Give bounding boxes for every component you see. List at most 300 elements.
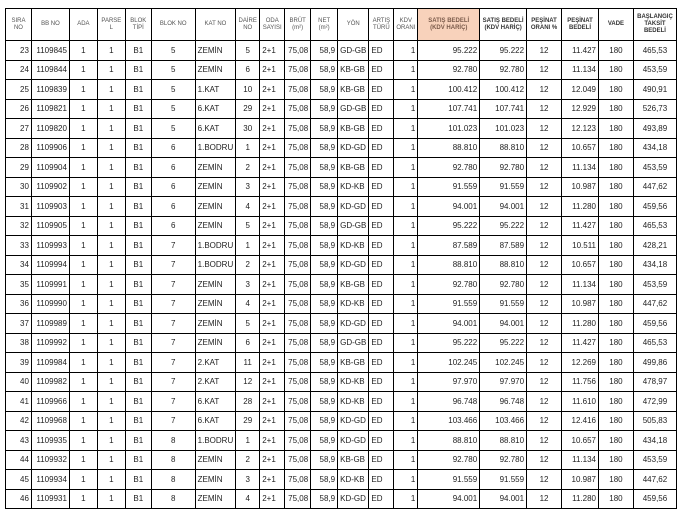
cell-kdv-orani: 1	[394, 236, 418, 256]
cell-blok-tipi: B1	[125, 216, 151, 236]
cell-brut: 75,08	[285, 450, 311, 470]
cell-satis-bedeli-2: 88.810	[480, 255, 527, 275]
cell-blok-tipi: B1	[125, 275, 151, 295]
cell-brut: 75,08	[285, 294, 311, 314]
cell-pesinat-bedeli: 10.657	[562, 138, 599, 158]
cell-pesinat-bedeli: 12.416	[562, 411, 599, 431]
cell-sira-no: 45	[6, 470, 32, 490]
cell-kdv-orani: 1	[394, 392, 418, 412]
cell-blok-no: 7	[151, 255, 195, 275]
cell-yon: GD-GB	[338, 216, 369, 236]
cell-satis-bedeli-1: 87.589	[418, 236, 480, 256]
cell-yon: GD-GB	[338, 99, 369, 119]
cell-baslangic-taksit: 453,59	[633, 60, 676, 80]
cell-parsel: 1	[97, 431, 125, 451]
cell-kat-no: 1.BODRU	[195, 255, 236, 275]
cell-sira-no: 25	[6, 80, 32, 100]
cell-net: 58,9	[311, 275, 338, 295]
cell-bb-no: 1109845	[31, 41, 69, 61]
cell-oda-sayisi: 2+1	[260, 119, 285, 139]
cell-sira-no: 26	[6, 99, 32, 119]
cell-oda-sayisi: 2+1	[260, 353, 285, 373]
cell-satis-bedeli-1: 88.810	[418, 255, 480, 275]
cell-pesinat-bedeli: 10.987	[562, 470, 599, 490]
cell-blok-tipi: B1	[125, 119, 151, 139]
cell-parsel: 1	[97, 294, 125, 314]
cell-pesinat-bedeli: 11.280	[562, 197, 599, 217]
cell-kat-no: 2.KAT	[195, 372, 236, 392]
cell-yon: KB-GB	[338, 60, 369, 80]
cell-blok-no: 8	[151, 450, 195, 470]
cell-parsel: 1	[97, 314, 125, 334]
cell-yon: KD-GD	[338, 489, 369, 509]
cell-bb-no: 1109991	[31, 275, 69, 295]
cell-ada: 1	[69, 216, 97, 236]
cell-sira-no: 41	[6, 392, 32, 412]
cell-bb-no: 1109934	[31, 470, 69, 490]
cell-artis-turu: ED	[369, 470, 394, 490]
cell-artis-turu: ED	[369, 353, 394, 373]
header-bb-no: BB NO	[31, 9, 69, 41]
cell-brut: 75,08	[285, 489, 311, 509]
cell-baslangic-taksit: 505,83	[633, 411, 676, 431]
cell-pesinat-orani: 12	[527, 99, 562, 119]
cell-brut: 75,08	[285, 216, 311, 236]
cell-brut: 75,08	[285, 138, 311, 158]
header-kat-no: KAT NO	[195, 9, 236, 41]
cell-kat-no: ZEMİN	[195, 197, 236, 217]
cell-oda-sayisi: 2+1	[260, 80, 285, 100]
cell-baslangic-taksit: 447,62	[633, 294, 676, 314]
cell-kdv-orani: 1	[394, 489, 418, 509]
cell-bb-no: 1109844	[31, 60, 69, 80]
header-satis-bedeli-2: SATIŞ BEDELİ (KDV HARİÇ)	[480, 9, 527, 41]
table-row	[6, 197, 677, 217]
cell-satis-bedeli-1: 92.780	[418, 158, 480, 178]
cell-baslangic-taksit: 526,73	[633, 99, 676, 119]
cell-artis-turu: ED	[369, 197, 394, 217]
cell-pesinat-bedeli: 10.657	[562, 255, 599, 275]
cell-artis-turu: ED	[369, 60, 394, 80]
table-row	[6, 138, 677, 158]
cell-sira-no: 46	[6, 489, 32, 509]
cell-net: 58,9	[311, 216, 338, 236]
cell-pesinat-orani: 12	[527, 177, 562, 197]
cell-pesinat-bedeli: 10.987	[562, 294, 599, 314]
cell-pesinat-orani: 12	[527, 353, 562, 373]
cell-blok-no: 7	[151, 411, 195, 431]
cell-satis-bedeli-2: 92.780	[480, 60, 527, 80]
cell-oda-sayisi: 2+1	[260, 431, 285, 451]
cell-bb-no: 1109984	[31, 353, 69, 373]
cell-blok-tipi: B1	[125, 314, 151, 334]
cell-pesinat-bedeli: 12.929	[562, 99, 599, 119]
cell-kat-no: 6.KAT	[195, 411, 236, 431]
cell-pesinat-orani: 12	[527, 255, 562, 275]
cell-blok-no: 6	[151, 216, 195, 236]
cell-blok-no: 8	[151, 431, 195, 451]
cell-satis-bedeli-2: 92.780	[480, 158, 527, 178]
cell-vade: 180	[599, 216, 634, 236]
cell-brut: 75,08	[285, 314, 311, 334]
cell-oda-sayisi: 2+1	[260, 333, 285, 353]
cell-pesinat-orani: 12	[527, 138, 562, 158]
cell-brut: 75,08	[285, 255, 311, 275]
cell-net: 58,9	[311, 158, 338, 178]
cell-vade: 180	[599, 411, 634, 431]
cell-net: 58,9	[311, 392, 338, 412]
cell-daire-no: 2	[236, 450, 260, 470]
cell-net: 58,9	[311, 411, 338, 431]
cell-oda-sayisi: 2+1	[260, 216, 285, 236]
cell-sira-no: 39	[6, 353, 32, 373]
cell-bb-no: 1109905	[31, 216, 69, 236]
cell-baslangic-taksit: 459,56	[633, 489, 676, 509]
cell-pesinat-orani: 12	[527, 294, 562, 314]
header-row	[6, 9, 677, 41]
cell-daire-no: 3	[236, 470, 260, 490]
cell-kat-no: ZEMİN	[195, 470, 236, 490]
cell-vade: 180	[599, 489, 634, 509]
cell-vade: 180	[599, 41, 634, 61]
cell-sira-no: 36	[6, 294, 32, 314]
cell-net: 58,9	[311, 431, 338, 451]
cell-daire-no: 6	[236, 60, 260, 80]
cell-vade: 180	[599, 392, 634, 412]
cell-brut: 75,08	[285, 60, 311, 80]
cell-ada: 1	[69, 41, 97, 61]
header-vade: VADE	[599, 9, 634, 41]
cell-satis-bedeli-2: 94.001	[480, 489, 527, 509]
header-blok-tipi: BLOK TİPİ	[125, 9, 151, 41]
cell-parsel: 1	[97, 60, 125, 80]
cell-blok-no: 8	[151, 489, 195, 509]
cell-daire-no: 11	[236, 353, 260, 373]
header-parsel: PARSE L	[97, 9, 125, 41]
table-row	[6, 333, 677, 353]
cell-satis-bedeli-2: 100.412	[480, 80, 527, 100]
cell-pesinat-bedeli: 11.280	[562, 314, 599, 334]
cell-baslangic-taksit: 499,86	[633, 353, 676, 373]
cell-satis-bedeli-1: 91.559	[418, 470, 480, 490]
cell-bb-no: 1109993	[31, 236, 69, 256]
cell-kdv-orani: 1	[394, 450, 418, 470]
cell-satis-bedeli-2: 92.780	[480, 275, 527, 295]
cell-yon: KD-GD	[338, 138, 369, 158]
cell-satis-bedeli-2: 97.970	[480, 372, 527, 392]
cell-kdv-orani: 1	[394, 372, 418, 392]
cell-daire-no: 3	[236, 275, 260, 295]
cell-daire-no: 4	[236, 294, 260, 314]
cell-blok-no: 5	[151, 60, 195, 80]
cell-vade: 180	[599, 294, 634, 314]
cell-net: 58,9	[311, 353, 338, 373]
cell-ada: 1	[69, 158, 97, 178]
cell-pesinat-bedeli: 12.123	[562, 119, 599, 139]
cell-brut: 75,08	[285, 372, 311, 392]
cell-kat-no: 6.KAT	[195, 119, 236, 139]
cell-yon: KB-GB	[338, 119, 369, 139]
cell-kdv-orani: 1	[394, 197, 418, 217]
cell-oda-sayisi: 2+1	[260, 450, 285, 470]
cell-pesinat-bedeli: 10.511	[562, 236, 599, 256]
cell-artis-turu: ED	[369, 236, 394, 256]
cell-ada: 1	[69, 138, 97, 158]
cell-blok-no: 5	[151, 119, 195, 139]
cell-ada: 1	[69, 333, 97, 353]
cell-parsel: 1	[97, 411, 125, 431]
cell-brut: 75,08	[285, 236, 311, 256]
cell-pesinat-orani: 12	[527, 314, 562, 334]
cell-vade: 180	[599, 450, 634, 470]
cell-vade: 180	[599, 197, 634, 217]
cell-satis-bedeli-2: 107.741	[480, 99, 527, 119]
cell-satis-bedeli-2: 102.245	[480, 353, 527, 373]
cell-bb-no: 1109989	[31, 314, 69, 334]
cell-kat-no: ZEMİN	[195, 314, 236, 334]
cell-sira-no: 40	[6, 372, 32, 392]
cell-blok-no: 6	[151, 138, 195, 158]
cell-pesinat-bedeli: 11.134	[562, 60, 599, 80]
cell-parsel: 1	[97, 333, 125, 353]
cell-net: 58,9	[311, 99, 338, 119]
cell-oda-sayisi: 2+1	[260, 236, 285, 256]
cell-artis-turu: ED	[369, 392, 394, 412]
cell-kat-no: 6.KAT	[195, 392, 236, 412]
cell-kdv-orani: 1	[394, 119, 418, 139]
cell-vade: 180	[599, 333, 634, 353]
cell-ada: 1	[69, 236, 97, 256]
cell-satis-bedeli-2: 95.222	[480, 333, 527, 353]
cell-yon: KB-GB	[338, 80, 369, 100]
cell-net: 58,9	[311, 372, 338, 392]
cell-satis-bedeli-2: 95.222	[480, 216, 527, 236]
cell-pesinat-orani: 12	[527, 80, 562, 100]
table-row	[6, 431, 677, 451]
cell-sira-no: 32	[6, 216, 32, 236]
cell-kat-no: ZEMİN	[195, 294, 236, 314]
cell-kdv-orani: 1	[394, 255, 418, 275]
cell-artis-turu: ED	[369, 489, 394, 509]
cell-daire-no: 28	[236, 392, 260, 412]
cell-pesinat-bedeli: 11.134	[562, 450, 599, 470]
cell-baslangic-taksit: 428,21	[633, 236, 676, 256]
header-blok-no: BLOK NO	[151, 9, 195, 41]
cell-blok-tipi: B1	[125, 158, 151, 178]
cell-satis-bedeli-1: 96.748	[418, 392, 480, 412]
cell-baslangic-taksit: 465,53	[633, 41, 676, 61]
cell-oda-sayisi: 2+1	[260, 99, 285, 119]
cell-blok-no: 5	[151, 99, 195, 119]
cell-baslangic-taksit: 465,53	[633, 216, 676, 236]
cell-baslangic-taksit: 447,62	[633, 177, 676, 197]
header-baslangic-taksit: BAŞLANGIÇ TAKSİT BEDELİ	[633, 9, 676, 41]
cell-pesinat-orani: 12	[527, 470, 562, 490]
cell-satis-bedeli-1: 100.412	[418, 80, 480, 100]
cell-sira-no: 38	[6, 333, 32, 353]
cell-bb-no: 1109935	[31, 431, 69, 451]
cell-oda-sayisi: 2+1	[260, 138, 285, 158]
cell-satis-bedeli-1: 92.780	[418, 60, 480, 80]
cell-kdv-orani: 1	[394, 294, 418, 314]
cell-blok-tipi: B1	[125, 41, 151, 61]
cell-blok-no: 6	[151, 197, 195, 217]
cell-oda-sayisi: 2+1	[260, 255, 285, 275]
cell-pesinat-orani: 12	[527, 236, 562, 256]
cell-daire-no: 1	[236, 431, 260, 451]
cell-kat-no: ZEMİN	[195, 333, 236, 353]
cell-ada: 1	[69, 294, 97, 314]
cell-pesinat-bedeli: 11.280	[562, 489, 599, 509]
cell-blok-tipi: B1	[125, 470, 151, 490]
cell-vade: 180	[599, 470, 634, 490]
cell-kdv-orani: 1	[394, 177, 418, 197]
cell-brut: 75,08	[285, 177, 311, 197]
cell-pesinat-bedeli: 11.427	[562, 41, 599, 61]
cell-ada: 1	[69, 60, 97, 80]
cell-vade: 180	[599, 158, 634, 178]
cell-net: 58,9	[311, 333, 338, 353]
cell-baslangic-taksit: 465,53	[633, 333, 676, 353]
cell-daire-no: 30	[236, 119, 260, 139]
cell-oda-sayisi: 2+1	[260, 41, 285, 61]
cell-net: 58,9	[311, 489, 338, 509]
cell-blok-tipi: B1	[125, 80, 151, 100]
cell-pesinat-bedeli: 10.657	[562, 431, 599, 451]
cell-ada: 1	[69, 450, 97, 470]
cell-yon: KD-KB	[338, 470, 369, 490]
cell-parsel: 1	[97, 197, 125, 217]
cell-sira-no: 31	[6, 197, 32, 217]
cell-kat-no: ZEMİN	[195, 158, 236, 178]
cell-yon: KB-GB	[338, 158, 369, 178]
cell-artis-turu: ED	[369, 80, 394, 100]
table-row	[6, 294, 677, 314]
cell-bb-no: 1109839	[31, 80, 69, 100]
cell-bb-no: 1109904	[31, 158, 69, 178]
cell-kdv-orani: 1	[394, 411, 418, 431]
cell-blok-no: 5	[151, 41, 195, 61]
cell-parsel: 1	[97, 275, 125, 295]
cell-satis-bedeli-1: 95.222	[418, 333, 480, 353]
cell-sira-no: 27	[6, 119, 32, 139]
cell-pesinat-orani: 12	[527, 489, 562, 509]
cell-ada: 1	[69, 255, 97, 275]
cell-bb-no: 1109903	[31, 197, 69, 217]
cell-yon: KB-GB	[338, 450, 369, 470]
cell-blok-no: 7	[151, 314, 195, 334]
cell-baslangic-taksit: 434,18	[633, 255, 676, 275]
cell-bb-no: 1109994	[31, 255, 69, 275]
cell-vade: 180	[599, 236, 634, 256]
cell-daire-no: 5	[236, 41, 260, 61]
cell-yon: KD-GD	[338, 411, 369, 431]
cell-parsel: 1	[97, 470, 125, 490]
cell-ada: 1	[69, 80, 97, 100]
table-row	[6, 216, 677, 236]
cell-net: 58,9	[311, 41, 338, 61]
cell-net: 58,9	[311, 138, 338, 158]
cell-brut: 75,08	[285, 431, 311, 451]
cell-pesinat-bedeli: 11.427	[562, 216, 599, 236]
cell-satis-bedeli-2: 91.559	[480, 177, 527, 197]
cell-satis-bedeli-1: 88.810	[418, 431, 480, 451]
cell-satis-bedeli-1: 94.001	[418, 314, 480, 334]
cell-artis-turu: ED	[369, 255, 394, 275]
cell-pesinat-bedeli: 11.134	[562, 158, 599, 178]
header-artis-turu: ARTIŞ TÜRÜ	[369, 9, 394, 41]
cell-blok-no: 5	[151, 80, 195, 100]
cell-sira-no: 23	[6, 41, 32, 61]
cell-pesinat-orani: 12	[527, 216, 562, 236]
cell-satis-bedeli-2: 87.589	[480, 236, 527, 256]
cell-brut: 75,08	[285, 99, 311, 119]
cell-artis-turu: ED	[369, 138, 394, 158]
cell-brut: 75,08	[285, 392, 311, 412]
cell-parsel: 1	[97, 236, 125, 256]
cell-baslangic-taksit: 453,59	[633, 450, 676, 470]
cell-kdv-orani: 1	[394, 138, 418, 158]
cell-kat-no: ZEMİN	[195, 450, 236, 470]
table-row	[6, 353, 677, 373]
cell-bb-no: 1109966	[31, 392, 69, 412]
cell-pesinat-bedeli: 11.427	[562, 333, 599, 353]
cell-bb-no: 1109990	[31, 294, 69, 314]
cell-baslangic-taksit: 459,56	[633, 197, 676, 217]
cell-kdv-orani: 1	[394, 275, 418, 295]
cell-daire-no: 3	[236, 177, 260, 197]
header-pesinat-orani: PEŞİNAT ORANI %	[527, 9, 562, 41]
cell-ada: 1	[69, 372, 97, 392]
cell-baslangic-taksit: 434,18	[633, 138, 676, 158]
cell-ada: 1	[69, 353, 97, 373]
cell-kat-no: 1.BODRU	[195, 431, 236, 451]
cell-artis-turu: ED	[369, 158, 394, 178]
cell-artis-turu: ED	[369, 294, 394, 314]
cell-satis-bedeli-1: 91.559	[418, 177, 480, 197]
cell-oda-sayisi: 2+1	[260, 470, 285, 490]
cell-baslangic-taksit: 459,56	[633, 314, 676, 334]
cell-kat-no: 1.BODRU	[195, 138, 236, 158]
cell-pesinat-bedeli: 12.049	[562, 80, 599, 100]
cell-artis-turu: ED	[369, 450, 394, 470]
cell-sira-no: 34	[6, 255, 32, 275]
cell-ada: 1	[69, 314, 97, 334]
table-row	[6, 372, 677, 392]
cell-oda-sayisi: 2+1	[260, 60, 285, 80]
table-row	[6, 236, 677, 256]
cell-kdv-orani: 1	[394, 216, 418, 236]
header-pesinat-bedeli: PEŞİNAT BEDELİ	[562, 9, 599, 41]
cell-brut: 75,08	[285, 197, 311, 217]
cell-parsel: 1	[97, 353, 125, 373]
cell-blok-no: 7	[151, 275, 195, 295]
cell-blok-tipi: B1	[125, 489, 151, 509]
cell-sira-no: 43	[6, 431, 32, 451]
cell-kdv-orani: 1	[394, 99, 418, 119]
cell-pesinat-orani: 12	[527, 450, 562, 470]
cell-baslangic-taksit: 453,59	[633, 275, 676, 295]
cell-yon: KD-KB	[338, 392, 369, 412]
cell-pesinat-orani: 12	[527, 119, 562, 139]
cell-parsel: 1	[97, 80, 125, 100]
cell-oda-sayisi: 2+1	[260, 197, 285, 217]
cell-artis-turu: ED	[369, 275, 394, 295]
cell-satis-bedeli-2: 88.810	[480, 431, 527, 451]
cell-kdv-orani: 1	[394, 158, 418, 178]
cell-artis-turu: ED	[369, 177, 394, 197]
table-row	[6, 314, 677, 334]
